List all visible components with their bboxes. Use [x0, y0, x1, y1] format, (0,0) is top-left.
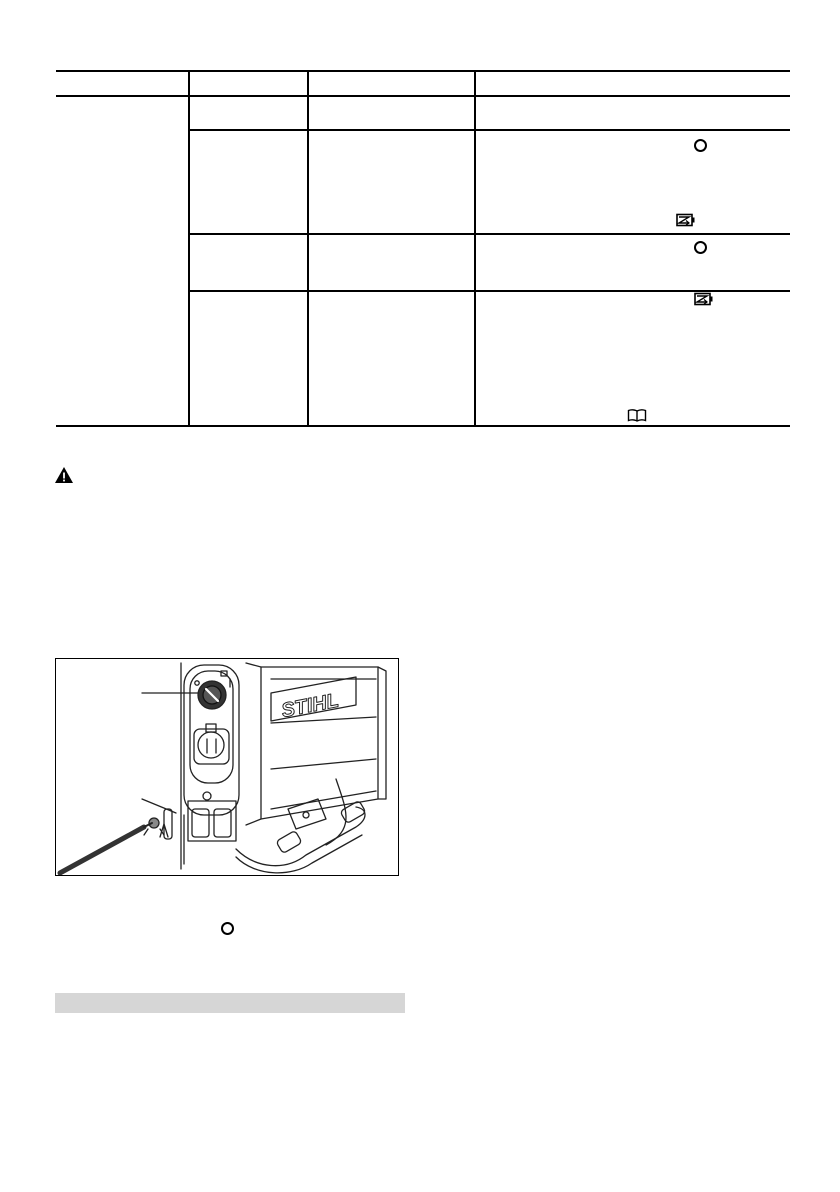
table-bottom-rule: [56, 425, 790, 427]
svg-text:STIHL: STIHL: [279, 689, 341, 723]
table-row-rule-1: [189, 129, 790, 131]
table-col-rule-2: [307, 70, 309, 427]
table-header-rule: [56, 95, 790, 97]
book-icon: [627, 408, 647, 422]
warning-triangle-icon: [54, 466, 74, 484]
circle-icon: [694, 139, 707, 152]
power-supply-device-illustration: [56, 659, 399, 876]
table-row-rule-2: [189, 233, 790, 235]
table-top-rule: [56, 70, 790, 72]
circle-icon: [221, 922, 234, 935]
table-col-rule-3: [474, 70, 476, 427]
battery-charging-icon: [694, 292, 714, 306]
circle-icon: [694, 241, 707, 254]
section-heading-bar: [55, 993, 405, 1013]
table-col-rule-1: [188, 70, 190, 427]
battery-charging-icon: [676, 213, 696, 227]
device-figure: [55, 658, 399, 876]
